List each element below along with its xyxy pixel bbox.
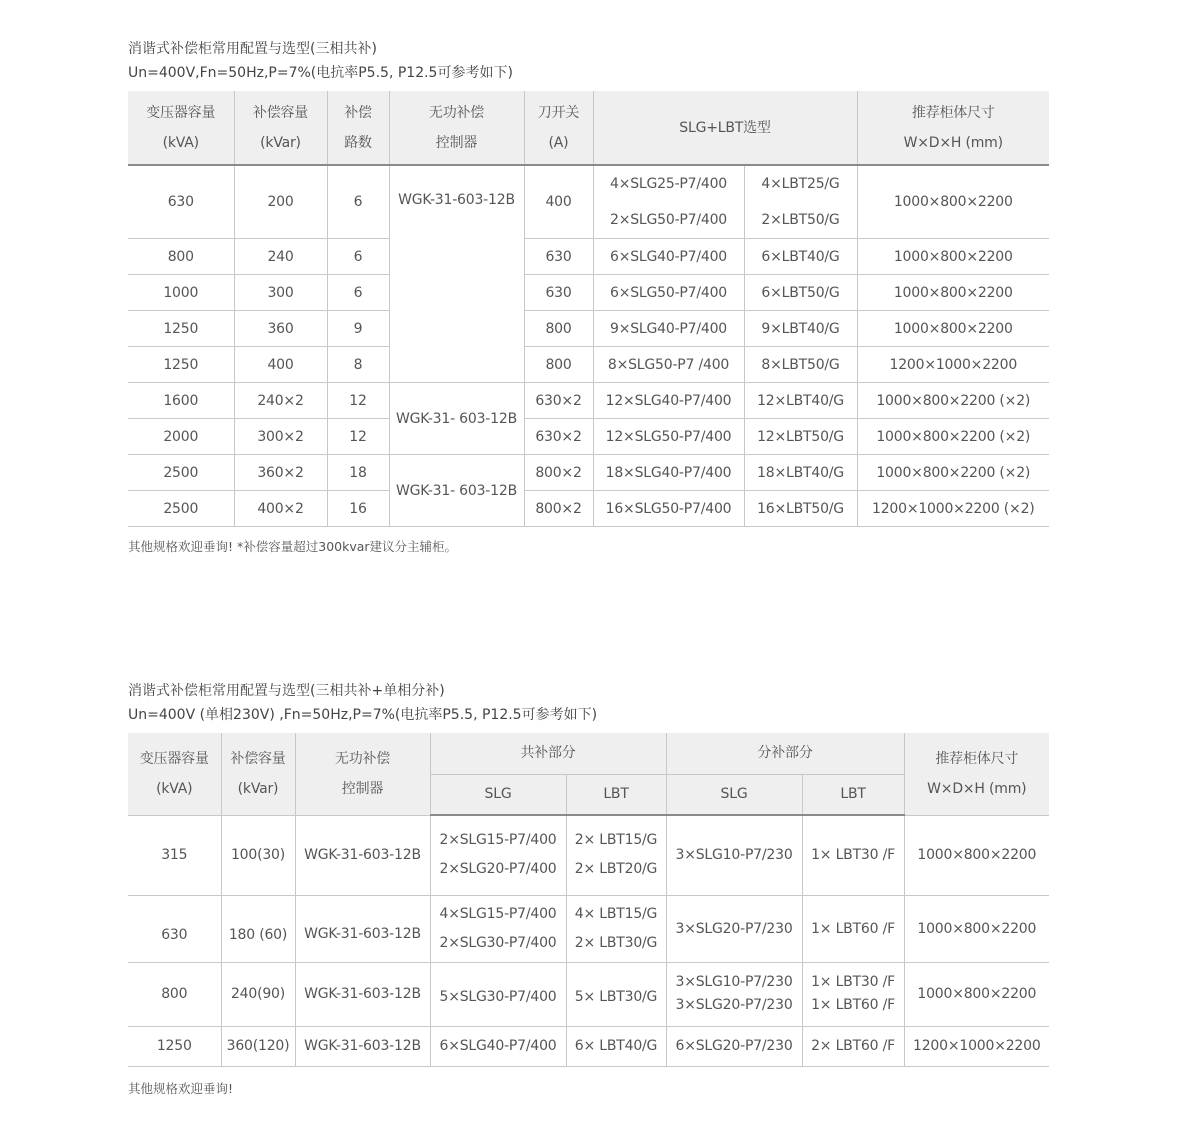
header-circuits: 补偿 路数 bbox=[327, 91, 389, 165]
cell-common-lbt: 6× LBT40/G bbox=[566, 1026, 666, 1066]
cell-split-slg: 3×SLG20-P7/230 bbox=[666, 895, 802, 962]
cell-switch: 400 bbox=[524, 165, 593, 239]
cell-lbt: 6×LBT40/G bbox=[744, 239, 857, 275]
cell-circuits: 6 bbox=[327, 239, 389, 275]
header-common-part: 共补部分 bbox=[430, 733, 666, 774]
header-size: 推荐柜体尺寸 W×D×H (mm) bbox=[904, 733, 1049, 815]
cell-size: 1200×1000×2200 bbox=[857, 347, 1049, 383]
cell-kvar: 200 bbox=[234, 165, 327, 239]
table-row bbox=[128, 347, 1049, 383]
cell-common-lbt: 4× LBT15/G 2× LBT30/G bbox=[566, 895, 666, 962]
cell-size: 1000×800×2200 bbox=[904, 815, 1049, 895]
cell-circuits: 18 bbox=[327, 455, 389, 491]
header-split-part: 分补部分 bbox=[666, 733, 904, 774]
cell-kva: 1250 bbox=[128, 311, 234, 347]
cell-kvar: 400×2 bbox=[234, 491, 327, 527]
cell-kva: 2500 bbox=[128, 491, 234, 527]
cell-kva: 1000 bbox=[128, 275, 234, 311]
cell-slg: 8×SLG50-P7 /400 bbox=[593, 347, 744, 383]
cell-kvar: 240×2 bbox=[234, 383, 327, 419]
header-compensation: 补偿容量 (kVar) bbox=[221, 733, 295, 815]
header-transformer: 变压器容量 (kVA) bbox=[128, 91, 234, 165]
cell-kva: 2500 bbox=[128, 455, 234, 491]
header-compensation: 补偿容量 (kVar) bbox=[234, 91, 327, 165]
cell-circuits: 9 bbox=[327, 311, 389, 347]
cell-switch: 800 bbox=[524, 311, 593, 347]
cell-circuits: 12 bbox=[327, 419, 389, 455]
cell-size: 1000×800×2200 bbox=[904, 962, 1049, 1026]
cell-split-lbt: 2× LBT60 /F bbox=[802, 1026, 904, 1066]
cell-kvar: 100(30) bbox=[221, 815, 295, 895]
table2 bbox=[128, 733, 1049, 1067]
cell-split-slg: 3×SLG10-P7/230 3×SLG20-P7/230 bbox=[666, 962, 802, 1026]
cell-lbt: 16×LBT50/G bbox=[744, 491, 857, 527]
cell-kvar: 180 (60) bbox=[221, 895, 295, 962]
cell-size: 1200×1000×2200 (×2) bbox=[857, 491, 1049, 527]
cell-common-slg: 5×SLG30-P7/400 bbox=[430, 962, 566, 1026]
cell-lbt: 8×LBT50/G bbox=[744, 347, 857, 383]
header-controller: 无功补偿 控制器 bbox=[389, 91, 524, 165]
cell-switch: 800×2 bbox=[524, 491, 593, 527]
cell-switch: 800 bbox=[524, 347, 593, 383]
cell-split-lbt: 1× LBT30 /F bbox=[802, 815, 904, 895]
table1-section bbox=[128, 37, 1049, 554]
cell-slg: 12×SLG40-P7/400 bbox=[593, 383, 744, 419]
table-row bbox=[128, 383, 1049, 419]
table-row bbox=[128, 275, 1049, 311]
cell-lbt: 4×LBT25/G 2×LBT50/G bbox=[744, 165, 857, 239]
cell-switch: 800×2 bbox=[524, 455, 593, 491]
table-row bbox=[128, 419, 1049, 455]
header-selection: SLG+LBT选型 bbox=[593, 91, 857, 165]
cell-slg: 16×SLG50-P7/400 bbox=[593, 491, 744, 527]
table-row bbox=[128, 815, 1049, 895]
cell-kvar: 400 bbox=[234, 347, 327, 383]
cell-common-lbt: 5× LBT30/G bbox=[566, 962, 666, 1026]
table2-subtitle: Un=400V (单相230V) ,Fn=50Hz,P=7%(电抗率P5.5, P12.5可参考如下) bbox=[128, 707, 598, 723]
cell-lbt: 12×LBT50/G bbox=[744, 419, 857, 455]
header-split-slg: SLG bbox=[666, 774, 802, 815]
cell-slg: 9×SLG40-P7/400 bbox=[593, 311, 744, 347]
header-size: 推荐柜体尺寸 W×D×H (mm) bbox=[857, 91, 1049, 165]
table1-note: 其他规格欢迎垂询! *补偿容量超过300kvar建议分主辅柜。 bbox=[128, 539, 458, 554]
cell-kva: 315 bbox=[128, 815, 221, 895]
cell-controller: WGK-31- 603-12B bbox=[389, 455, 524, 527]
cell-kva: 1250 bbox=[128, 347, 234, 383]
cell-slg: 18×SLG40-P7/400 bbox=[593, 455, 744, 491]
cell-lbt: 18×LBT40/G bbox=[744, 455, 857, 491]
cell-switch: 630 bbox=[524, 275, 593, 311]
cell-common-slg: 6×SLG40-P7/400 bbox=[430, 1026, 566, 1066]
cell-size: 1000×800×2200 bbox=[857, 311, 1049, 347]
cell-controller: WGK-31-603-12B bbox=[389, 165, 524, 383]
cell-size: 1000×800×2200 (×2) bbox=[857, 383, 1049, 419]
cell-kvar: 240(90) bbox=[221, 962, 295, 1026]
cell-kvar: 360 bbox=[234, 311, 327, 347]
cell-switch: 630×2 bbox=[524, 383, 593, 419]
header-common-slg: SLG bbox=[430, 774, 566, 815]
cell-circuits: 6 bbox=[327, 165, 389, 239]
header-controller: 无功补偿 控制器 bbox=[295, 733, 430, 815]
cell-common-lbt: 2× LBT15/G 2× LBT20/G bbox=[566, 815, 666, 895]
table-row bbox=[128, 962, 1049, 1026]
cell-circuits: 8 bbox=[327, 347, 389, 383]
cell-slg: 6×SLG40-P7/400 bbox=[593, 239, 744, 275]
cell-kvar: 360(120) bbox=[221, 1026, 295, 1066]
table-row bbox=[128, 239, 1049, 275]
cell-kvar: 300×2 bbox=[234, 419, 327, 455]
cell-kva: 1250 bbox=[128, 1026, 221, 1066]
header-switch: 刀开关 (A) bbox=[524, 91, 593, 165]
cell-size: 1000×800×2200 (×2) bbox=[857, 455, 1049, 491]
cell-size: 1000×800×2200 (×2) bbox=[857, 419, 1049, 455]
header-common-lbt: LBT bbox=[566, 774, 666, 815]
cell-size: 1000×800×2200 bbox=[857, 165, 1049, 239]
cell-kva: 800 bbox=[128, 239, 234, 275]
cell-switch: 630×2 bbox=[524, 419, 593, 455]
table2-section bbox=[128, 679, 1049, 1096]
table2-note: 其他规格欢迎垂询! bbox=[128, 1081, 234, 1096]
cell-controller: WGK-31-603-12B bbox=[295, 1026, 430, 1066]
cell-common-slg: 4×SLG15-P7/400 2×SLG30-P7/400 bbox=[430, 895, 566, 962]
table-row bbox=[128, 895, 1049, 962]
cell-size: 1000×800×2200 bbox=[857, 275, 1049, 311]
cell-split-slg: 3×SLG10-P7/230 bbox=[666, 815, 802, 895]
cell-controller: WGK-31-603-12B bbox=[295, 895, 430, 962]
cell-lbt: 9×LBT40/G bbox=[744, 311, 857, 347]
table-row bbox=[128, 165, 1049, 239]
header-split-lbt: LBT bbox=[802, 774, 904, 815]
cell-circuits: 6 bbox=[327, 275, 389, 311]
cell-kvar: 360×2 bbox=[234, 455, 327, 491]
cell-switch: 630 bbox=[524, 239, 593, 275]
cell-kva: 630 bbox=[128, 895, 221, 962]
cell-size: 1200×1000×2200 bbox=[904, 1026, 1049, 1066]
cell-slg: 4×SLG25-P7/400 2×SLG50-P7/400 bbox=[593, 165, 744, 239]
table2-title: 消谐式补偿柜常用配置与选型(三相共补+单相分补) bbox=[128, 683, 445, 699]
table-row bbox=[128, 311, 1049, 347]
table-row bbox=[128, 1026, 1049, 1066]
cell-split-slg: 6×SLG20-P7/230 bbox=[666, 1026, 802, 1066]
cell-kva: 800 bbox=[128, 962, 221, 1026]
header-transformer: 变压器容量 (kVA) bbox=[128, 733, 221, 815]
cell-common-slg: 2×SLG15-P7/400 2×SLG20-P7/400 bbox=[430, 815, 566, 895]
table1 bbox=[128, 91, 1049, 527]
cell-split-lbt: 1× LBT30 /F 1× LBT60 /F bbox=[802, 962, 904, 1026]
cell-controller: WGK-31-603-12B bbox=[295, 962, 430, 1026]
cell-circuits: 12 bbox=[327, 383, 389, 419]
cell-kva: 1600 bbox=[128, 383, 234, 419]
table-row bbox=[128, 491, 1049, 527]
table1-subtitle: Un=400V,Fn=50Hz,P=7%(电抗率P5.5, P12.5可参考如下) bbox=[128, 65, 513, 81]
cell-lbt: 12×LBT40/G bbox=[744, 383, 857, 419]
cell-kva: 630 bbox=[128, 165, 234, 239]
cell-controller: WGK-31-603-12B bbox=[295, 815, 430, 895]
cell-lbt: 6×LBT50/G bbox=[744, 275, 857, 311]
cell-kvar: 240 bbox=[234, 239, 327, 275]
cell-size: 1000×800×2200 bbox=[904, 895, 1049, 962]
cell-slg: 12×SLG50-P7/400 bbox=[593, 419, 744, 455]
cell-slg: 6×SLG50-P7/400 bbox=[593, 275, 744, 311]
cell-circuits: 16 bbox=[327, 491, 389, 527]
cell-kvar: 300 bbox=[234, 275, 327, 311]
cell-split-lbt: 1× LBT60 /F bbox=[802, 895, 904, 962]
table-row bbox=[128, 455, 1049, 491]
cell-kva: 2000 bbox=[128, 419, 234, 455]
cell-controller: WGK-31- 603-12B bbox=[389, 383, 524, 455]
table1-title: 消谐式补偿柜常用配置与选型(三相共补) bbox=[128, 41, 377, 57]
cell-size: 1000×800×2200 bbox=[857, 239, 1049, 275]
